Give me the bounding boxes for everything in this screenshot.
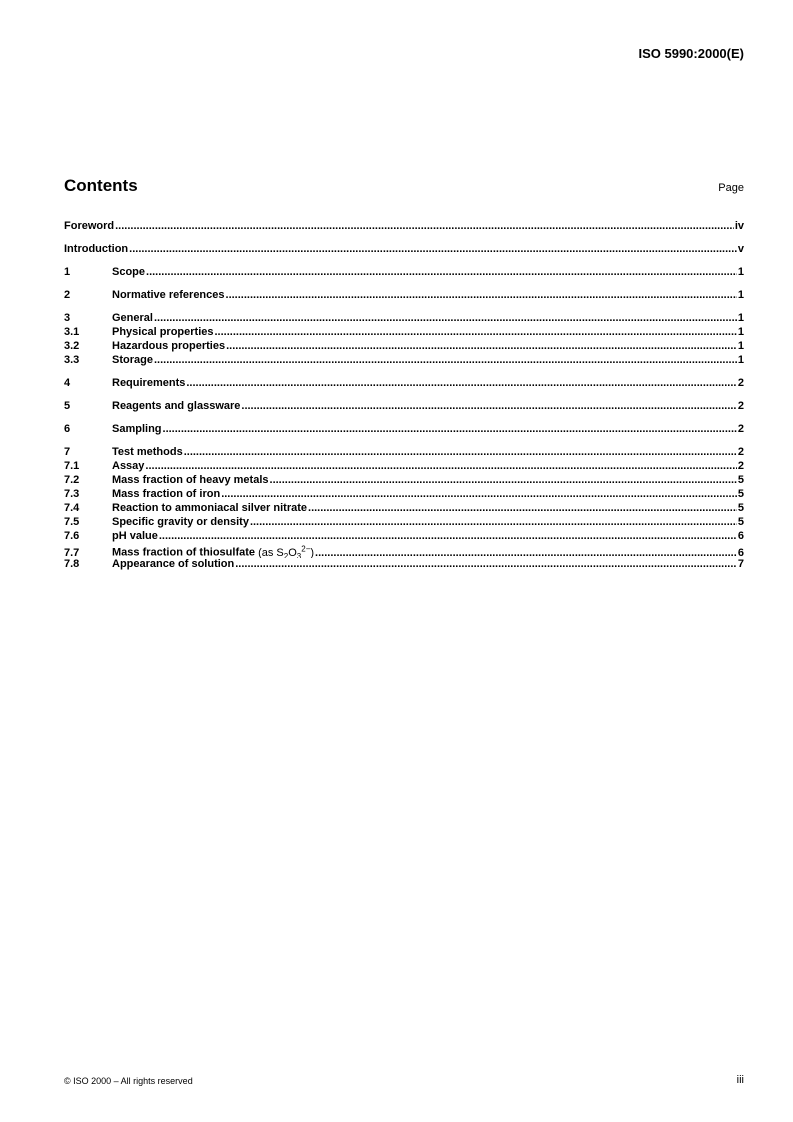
toc-entry-title: Test methods [112, 446, 183, 458]
toc-entry-assay[interactable] [64, 460, 744, 474]
formula-subscript-2: 3 [296, 551, 302, 558]
toc-entry-silver-nitrate[interactable] [64, 502, 744, 516]
document-id: ISO 5990:2000(E) [638, 46, 744, 61]
toc-entry-page: 1 [737, 312, 744, 324]
toc-entry-title-group [112, 544, 314, 558]
toc-leader-dots [250, 516, 737, 528]
table-of-contents [64, 220, 744, 572]
toc-entry-title: Mass fraction of heavy metals [112, 474, 269, 486]
toc-entry-page: 1 [737, 326, 744, 338]
toc-entry-number: 7.8 [64, 558, 80, 570]
formula-subscript-1: 2 [283, 551, 289, 558]
toc-leader-dots [226, 289, 737, 301]
toc-entry-number: 2 [64, 289, 71, 301]
footer-copyright: © ISO 2000 – All rights reserved [64, 1076, 193, 1086]
toc-leader-dots [186, 377, 737, 389]
toc-entry-title: Scope [112, 266, 146, 278]
toc-leader-dots [159, 530, 737, 542]
toc-entry-title: Reaction to ammoniacal silver nitrate [112, 502, 308, 514]
toc-entry-title: Appearance of solution [112, 558, 235, 570]
toc-entry-title: Reagents and glassware [112, 400, 241, 412]
toc-entry-appearance-of-solution[interactable] [64, 558, 744, 572]
toc-leader-dots [315, 547, 737, 558]
toc-leader-dots [145, 460, 736, 472]
toc-entry-page: 2 [737, 377, 744, 389]
toc-entry-heavy-metals[interactable] [64, 474, 744, 488]
toc-entry-page: 5 [737, 502, 744, 514]
toc-entry-title: Normative references [112, 289, 225, 301]
toc-entry-number: 7.3 [64, 488, 80, 500]
toc-entry-number: 7.2 [64, 474, 80, 486]
toc-entry-page: 2 [737, 423, 744, 435]
toc-entry-page: 1 [737, 266, 744, 278]
toc-entry-introduction[interactable] [64, 243, 744, 257]
toc-entry-title: Specific gravity or density [112, 516, 249, 528]
toc-leader-dots [163, 423, 737, 435]
toc-entry-title: pH value [112, 530, 158, 542]
toc-entry-number: 3 [64, 312, 71, 324]
page-column-label: Page [718, 182, 744, 194]
toc-entry-number: 7.1 [64, 460, 80, 472]
formula-mid: O [288, 546, 297, 558]
toc-entry-title: Storage [112, 354, 153, 366]
toc-entry-title: Mass fraction of thiosulfate [112, 546, 256, 558]
formula-open: (as S [258, 546, 284, 558]
toc-leader-dots [215, 326, 737, 338]
toc-entry-title: Mass fraction of iron [112, 488, 221, 500]
toc-entry-number: 6 [64, 423, 71, 435]
toc-entry-number: 7.4 [64, 502, 80, 514]
formula-close: ) [310, 546, 315, 558]
toc-entry-hazardous-properties[interactable] [64, 340, 744, 354]
toc-entry-number: 3.3 [64, 354, 80, 366]
toc-entry-storage[interactable] [64, 354, 744, 368]
toc-entry-sampling[interactable] [64, 423, 744, 437]
toc-entry-title: Foreword [64, 220, 115, 232]
toc-leader-dots [308, 502, 737, 514]
toc-entry-title: Sampling [112, 423, 162, 435]
toc-entry-number: 1 [64, 266, 71, 278]
toc-entry-general[interactable] [64, 312, 744, 326]
toc-entry-number: 4 [64, 377, 71, 389]
toc-entry-scope[interactable] [64, 266, 744, 280]
toc-leader-dots [235, 558, 737, 570]
toc-leader-dots [154, 312, 737, 324]
toc-entry-page: 1 [737, 354, 744, 366]
toc-entry-reagents-and-glassware[interactable] [64, 400, 744, 414]
toc-entry-foreword[interactable] [64, 220, 744, 234]
toc-entry-iron[interactable] [64, 488, 744, 502]
toc-entry-page: 6 [737, 546, 744, 558]
toc-entry-test-methods[interactable] [64, 446, 744, 460]
toc-leader-dots [221, 488, 737, 500]
toc-entry-page: iv [734, 220, 744, 232]
toc-leader-dots [115, 220, 734, 232]
toc-entry-formula [258, 544, 315, 558]
toc-entry-normative-references[interactable] [64, 289, 744, 303]
toc-entry-number: 7.5 [64, 516, 80, 528]
toc-leader-dots [146, 266, 737, 278]
toc-entry-page: 2 [737, 446, 744, 458]
toc-entry-number: 7 [64, 446, 71, 458]
toc-entry-number: 3.2 [64, 340, 80, 352]
toc-entry-page: 2 [737, 400, 744, 412]
formula-superscript: 2− [301, 544, 311, 553]
toc-entry-title: Physical properties [112, 326, 214, 338]
toc-entry-specific-gravity[interactable] [64, 516, 744, 530]
toc-entry-title: General [112, 312, 153, 324]
contents-header [64, 176, 744, 196]
toc-entry-page: 5 [737, 474, 744, 486]
toc-entry-page: 5 [737, 516, 744, 528]
toc-leader-dots [129, 243, 737, 255]
toc-entry-page: 1 [737, 340, 744, 352]
toc-entry-physical-properties[interactable] [64, 326, 744, 340]
toc-entry-number: 3.1 [64, 326, 80, 338]
toc-entry-number: 7.7 [64, 546, 80, 558]
toc-entry-ph-value[interactable] [64, 530, 744, 544]
toc-entry-page: 6 [737, 530, 744, 542]
toc-leader-dots [241, 400, 736, 412]
toc-entry-page: 5 [737, 488, 744, 500]
toc-entry-thiosulfate[interactable] [64, 544, 744, 558]
toc-leader-dots [184, 446, 737, 458]
toc-leader-dots [154, 354, 737, 366]
footer-page-number: iii [736, 1074, 744, 1086]
toc-entry-requirements[interactable] [64, 377, 744, 391]
toc-leader-dots [270, 474, 737, 486]
toc-entry-title: Introduction [64, 243, 129, 255]
toc-entry-title: Assay [112, 460, 145, 472]
toc-entry-title: Hazardous properties [112, 340, 226, 352]
toc-entry-page: 1 [737, 289, 744, 301]
toc-entry-number: 7.6 [64, 530, 80, 542]
toc-entry-number: 5 [64, 400, 71, 412]
toc-entry-page: 7 [737, 558, 744, 570]
toc-entry-page: 2 [737, 460, 744, 472]
toc-entry-page: v [737, 243, 744, 255]
contents-title: Contents [64, 176, 138, 195]
toc-leader-dots [226, 340, 737, 352]
toc-entry-title: Requirements [112, 377, 186, 389]
